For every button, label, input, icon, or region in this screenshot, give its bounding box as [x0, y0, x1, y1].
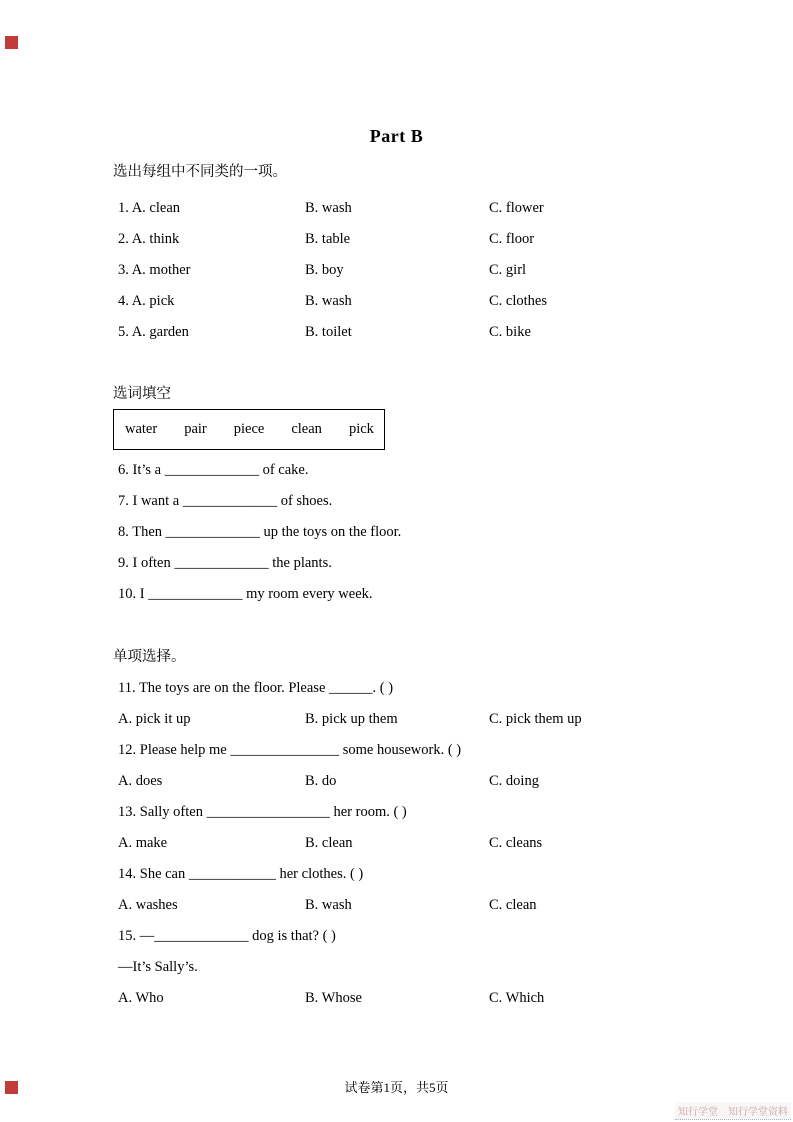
watermark-text-1: 知行学堂	[678, 1107, 718, 1118]
fill-sentence-7: 7. I want a _____________ of shoes.	[118, 493, 333, 509]
q12-stem: 12. Please help me _______________ some housework. ( )	[118, 742, 462, 758]
q15-stem: 15. —_____________ dog is that? ( )	[118, 928, 336, 944]
q3-option-c: C. girl	[489, 262, 527, 278]
q13-option-c: C. cleans	[489, 835, 543, 851]
corner-marker-top-left	[5, 36, 18, 49]
classify-row-4	[113, 292, 705, 323]
q5-option-a: 5. A. garden	[118, 324, 189, 340]
fill-sentence-9: 9. I often _____________ the plants.	[118, 555, 332, 571]
q11-option-c: C. pick them up	[489, 711, 582, 727]
section-classify-heading: 选出每组中不同类的一项。	[113, 164, 287, 180]
q5-option-c: C. bike	[489, 324, 531, 340]
q11-stem: 11. The toys are on the floor. Please ______. ( )	[118, 680, 394, 696]
q15-stem-answer-line: —It’s Sally’s.	[118, 959, 198, 975]
q14-options	[113, 896, 705, 927]
word-bank-word: clean	[291, 421, 322, 437]
section-choice-heading: 单项选择。	[113, 649, 186, 665]
q11-option-a: A. pick it up	[118, 711, 191, 727]
q2-option-b: B. table	[305, 231, 351, 247]
q2-option-a: 2. A. think	[118, 231, 180, 247]
fill-sentence-10: 10. I _____________ my room every week.	[118, 586, 373, 602]
q14-stem: 14. She can ____________ her clothes. ( )	[118, 866, 364, 882]
word-bank-word: water	[125, 421, 158, 437]
word-bank-word: piece	[233, 421, 265, 437]
q14-option-b: B. wash	[305, 897, 352, 913]
q15-option-a: A. Who	[118, 990, 164, 1006]
q4-option-b: B. wash	[305, 293, 352, 309]
q4-option-a: 4. A. pick	[118, 293, 175, 309]
q13-options	[113, 834, 705, 865]
q4-option-c: C. clothes	[489, 293, 547, 309]
fill-sentence-8: 8. Then _____________ up the toys on the floor.	[118, 524, 402, 540]
word-bank-word: pick	[348, 421, 374, 437]
q3-option-a: 3. A. mother	[118, 262, 191, 278]
q11-options	[113, 710, 705, 741]
q13-stem: 13. Sally often _________________ her room. ( )	[118, 804, 407, 820]
q5-option-b: B. toilet	[305, 324, 352, 340]
q13-option-a: A. make	[118, 835, 168, 851]
q1-option-c: C. flower	[489, 200, 544, 216]
fill-sentence-6: 6. It’s a _____________ of cake.	[118, 462, 309, 478]
corner-marker-bottom-left	[5, 1081, 18, 1094]
word-bank-box	[113, 409, 385, 450]
q12-option-a: A. does	[118, 773, 163, 789]
word-bank-word: pair	[184, 421, 207, 437]
classify-row-5	[113, 323, 705, 354]
watermark	[675, 1102, 791, 1120]
page-title: Part B	[369, 126, 424, 146]
q3-option-b: B. boy	[305, 262, 344, 278]
q2-option-c: C. floor	[489, 231, 535, 247]
page-content	[113, 163, 705, 1020]
q12-option-b: B. do	[305, 773, 337, 789]
q14-option-a: A. washes	[118, 897, 178, 913]
classify-row-3	[113, 261, 705, 292]
watermark-text-2: 知行学堂资料	[728, 1107, 788, 1118]
classify-row-1	[113, 199, 705, 230]
q15-option-b: B. Whose	[305, 990, 362, 1006]
classify-row-2	[113, 230, 705, 261]
q11-option-b: B. pick up them	[305, 711, 398, 727]
section-fill-heading: 选词填空	[113, 386, 171, 402]
q15-options	[113, 989, 705, 1020]
q1-option-b: B. wash	[305, 200, 352, 216]
q13-option-b: B. clean	[305, 835, 353, 851]
q12-options	[113, 772, 705, 803]
q1-option-a: 1. A. clean	[118, 200, 181, 216]
q14-option-c: C. clean	[489, 897, 537, 913]
q12-option-c: C. doing	[489, 773, 539, 789]
q15-option-c: C. Which	[489, 990, 545, 1006]
page-number-footer: 试卷第1页，共5页	[344, 1080, 449, 1095]
